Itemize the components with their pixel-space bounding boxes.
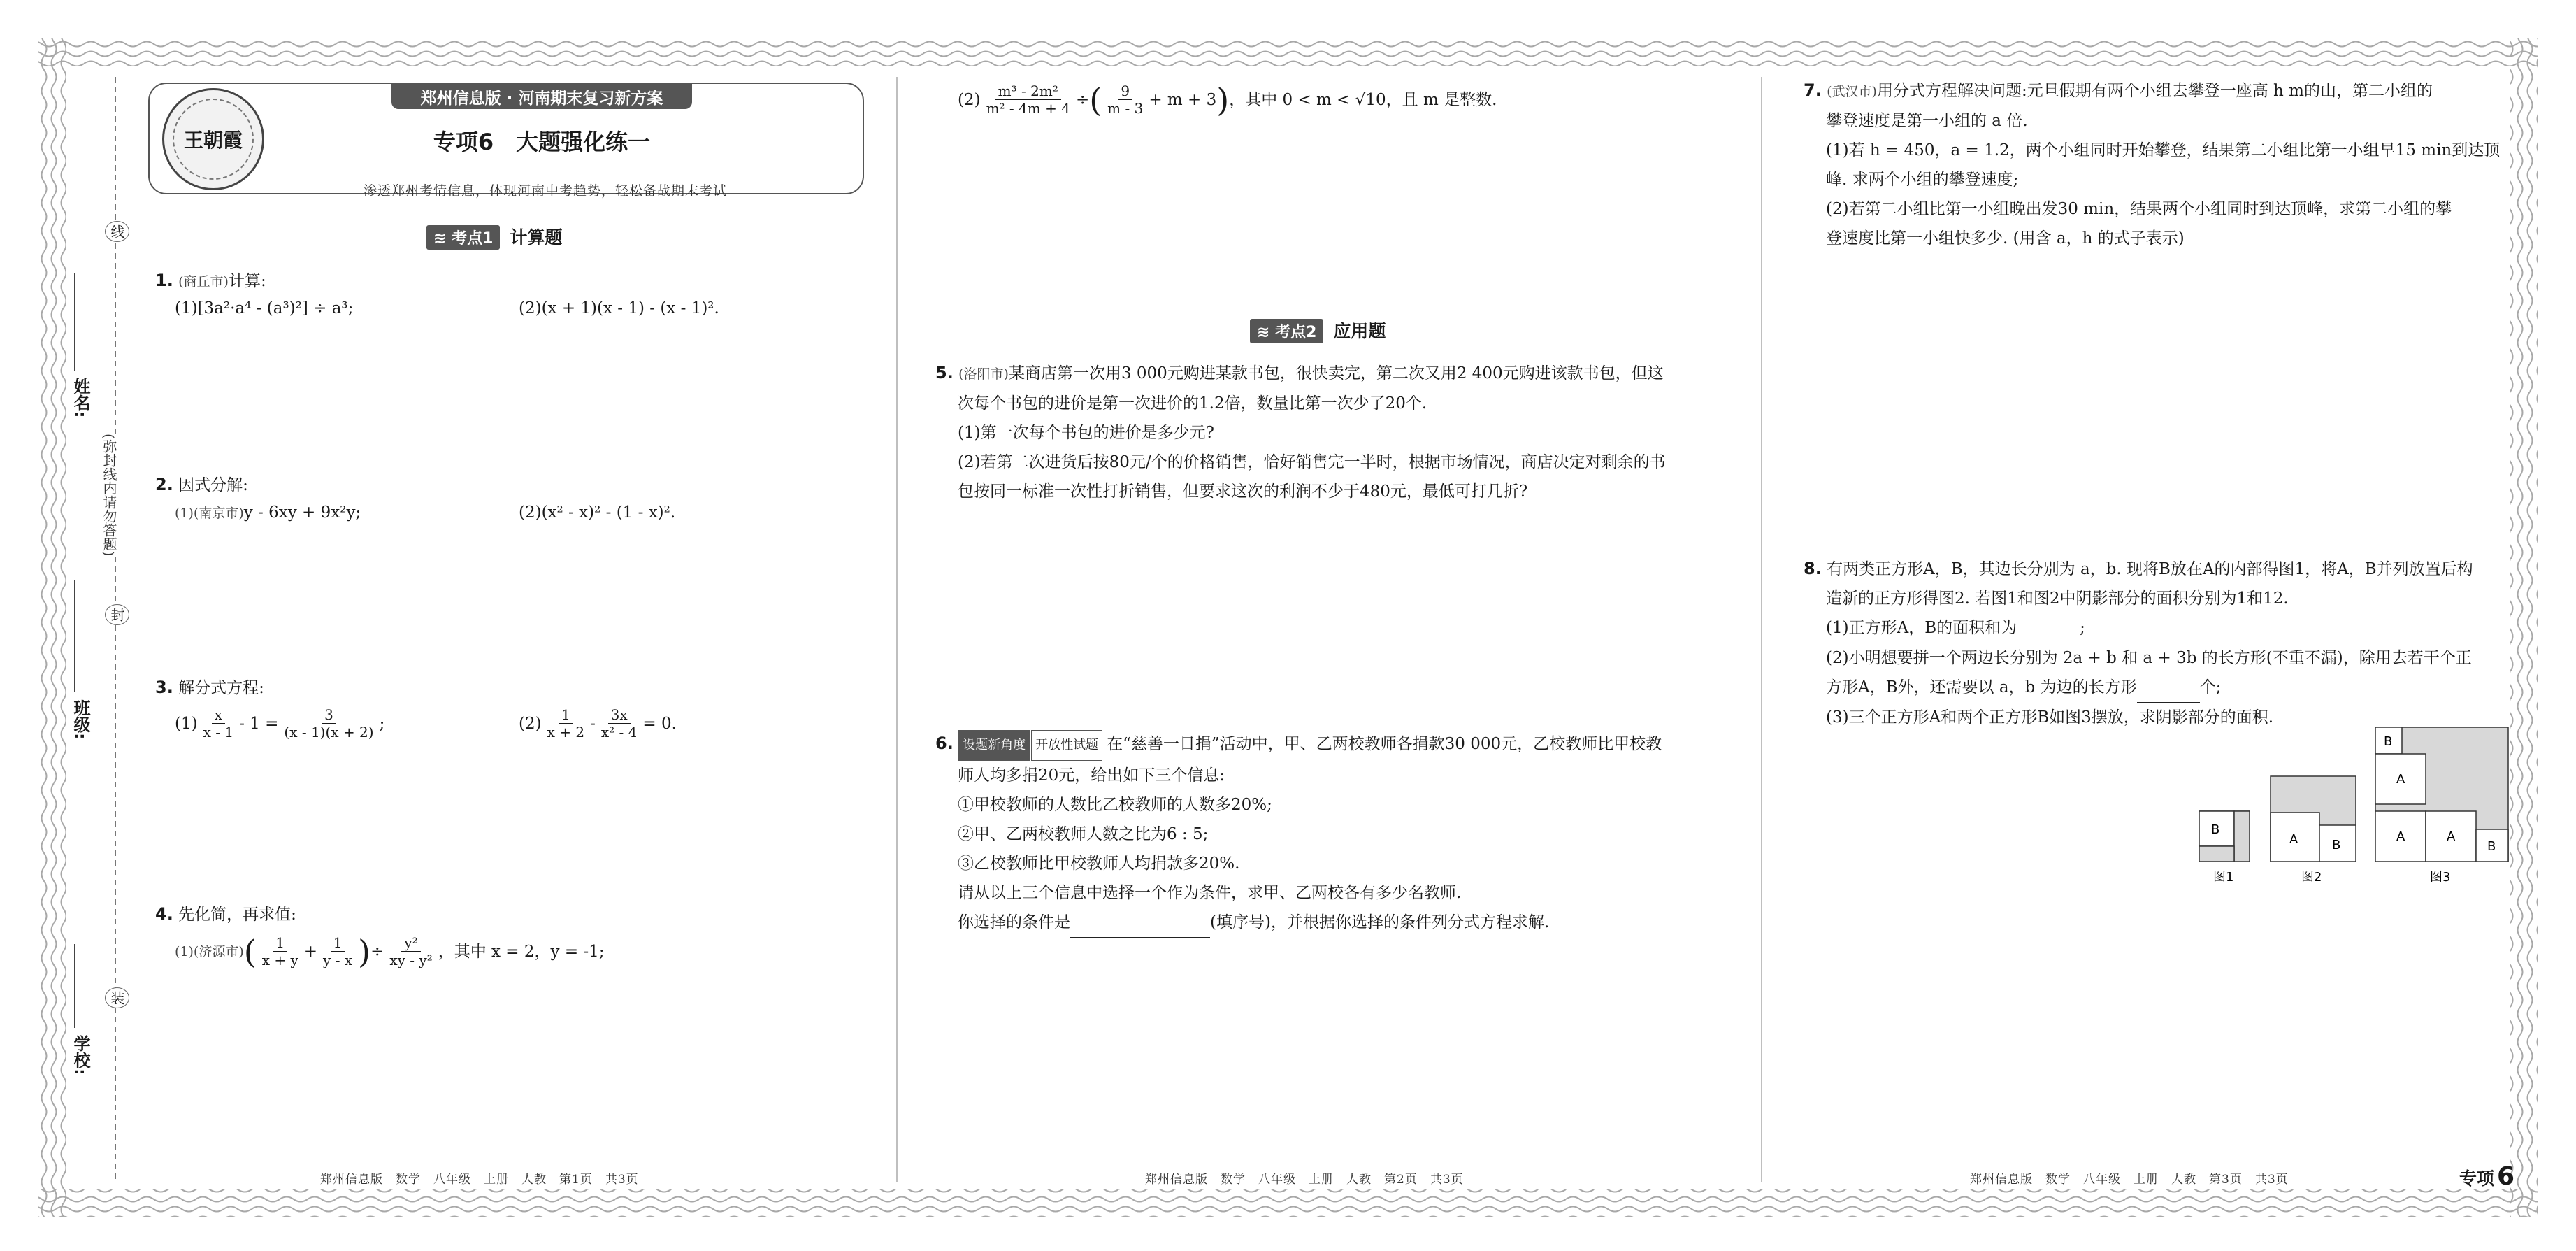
fig2-label-a: A: [2289, 832, 2298, 847]
section-heading-1: [426, 224, 562, 250]
school-label: 学校:: [71, 1035, 90, 1075]
fig3-label-b2: B: [2487, 839, 2496, 854]
area-sum-blank[interactable]: [2017, 613, 2080, 643]
question-3-part-2: (2) $\frac{1}{x + 2}$ - $\frac{3x}{\text{x² - 4}}$ = 0.: [519, 706, 677, 741]
fig3-caption: 图3: [2430, 870, 2451, 885]
question-2-part-2: (2)(x² - x)² - (1 - x)².: [519, 503, 676, 522]
section-heading-2: [1250, 317, 1386, 343]
section-title-1: 计算题: [510, 227, 563, 248]
figure-1: [2199, 811, 2250, 885]
class-field[interactable]: [74, 580, 75, 692]
fig3-label-a2: A: [2396, 829, 2405, 844]
fig1-caption: 图1: [2213, 870, 2234, 885]
brand-logo: 王朝霞: [162, 88, 264, 190]
question-6: 6. 设题新角度 开放性试题 在“慈善一日捐”活动中，甲、乙两校教师各捐款30 000元，乙校教师比甲校教 师人均多捐20元，给出如下三个信息: ①甲校教师的人数比乙校教师的人数多20%; ②甲、乙两校教师人数之比为6 : 5; ③乙校教师比甲校教师人均捐款多20%. 请从以上三个信息中选择一个作为条件，求甲、乙两校各有多少名教师. 你选择的条件是 (填序号)，并根据你选择的条件列分式方程求解.: [935, 729, 1739, 938]
section-tag-2: ≋ 考点2: [1250, 319, 1323, 343]
question-1: 1. (商丘市)计算:: [155, 271, 266, 290]
question-3-part-1: (1) $\frac{x}{x - 1}$ - 1 = $\frac{3}{(x - 1)(x + 2)}$ ;: [175, 706, 385, 741]
section-title-2: 应用题: [1333, 321, 1386, 341]
fig2-caption: 图2: [2301, 870, 2322, 885]
question-4-part-1: (1)(济源市) ( $\frac{1}{x + y}$ + $\frac{1}{y - x}$ ) ÷ $\frac{\text{y²}}{\text{xy - y²}}$ ，其中 x = 2，y = -1;: [175, 932, 605, 971]
page-subtitle: 渗透郑州考情信息，体现河南中考趋势，轻松备战期末考试: [363, 183, 727, 199]
question-3: 3. 解分式方程:: [155, 678, 264, 697]
school-field[interactable]: [74, 944, 75, 1028]
condition-answer-blank[interactable]: [1070, 908, 1210, 938]
question-8: 8. 有两类正方形A，B，其边长分别为 a，b. 现将B放在A的内部得图1，将A，B并列放置后构 造新的正方形得图2. 若图1和图2中阴影部分的面积分别为1和12. (1)正方形A，B的面积和为 ; (2)小明想要拼一个两边长分别为 2a + b 和 a + 3b 的长方形(不重不漏)，除用去若干个正 方形A，B外，还需要以 a，b 为边的长方形 个; (3)三个正方形A和两个正方形B如图3摆放，求阴影部分的面积.: [1804, 559, 2473, 727]
q8-figures: [2188, 720, 2517, 895]
question-1-part-1: (1)[3a²·a⁴ - (a³)²] ÷ a³;: [175, 299, 354, 317]
page-title: 专项6 大题强化练一: [433, 129, 651, 155]
fig3-label-a3: A: [2447, 829, 2456, 844]
open-question-tag: 开放性试题: [1031, 730, 1102, 761]
question-4-part-2: (2) $\frac{\text{m³ - 2m²}}{\text{m² - 4m + 4}}$ ÷ ( $\frac{9}{m - 3}$ + m + 3 ) ，其中 0 < m < √10，且 m 是整数.: [958, 80, 1497, 119]
page-footer-2: 郑州信息版 数学 八年级 上册 人教 第2页 共3页: [1145, 1173, 1464, 1187]
binding-seal-mark: 封: [105, 604, 129, 625]
name-field[interactable]: [74, 273, 75, 371]
question-4: 4. 先化简，再求值:: [155, 904, 296, 924]
question-1-part-2: (2)(x + 1)(x - 1) - (x - 1)².: [519, 299, 719, 317]
page-footer-1: 郑州信息版 数学 八年级 上册 人教 第1页 共3页: [320, 1173, 639, 1187]
fig2-label-b: B: [2332, 838, 2341, 852]
fig3-label-a1: A: [2396, 772, 2405, 787]
binding-bind-mark: 装: [105, 987, 129, 1008]
question-2: 2. 因式分解:: [155, 475, 248, 494]
binding-notice: (弥封线内请勿答题): [99, 434, 120, 557]
name-label: 姓名:: [71, 378, 90, 418]
fig1-label-b: B: [2211, 822, 2220, 837]
question-5: 5. (洛阳市)某商店第一次用3 000元购进某款书包，很快卖完，第二次又用2 400元购进该款书包，但这 次每个书包的进价是第一次进价的1.2倍，数量比第一次少了20个. (1)第一次每个书包的进价是多少元? (2)若第二次进货后按80元/个的价格销售，恰好销售完一半时，根据市场情况，商店决定对剩余的书 包按同一标准一次性打折销售，但要求这次的利润不少于480元，最低可打几折?: [935, 363, 1666, 501]
figure-3: [2375, 727, 2508, 885]
header-banner: 郑州信息版 · 河南期末复习新方案: [391, 84, 692, 109]
rectangle-count-blank[interactable]: [2137, 673, 2200, 703]
corner-label: 专项 6: [2459, 1162, 2515, 1191]
new-angle-tag: 设题新角度: [958, 730, 1030, 761]
binding-line-mark: 线: [105, 221, 129, 242]
question-7: 7. (武汉市)用分式方程解决问题:元旦假期有两个小组去攀登一座高 h m的山，第二小组的 攀登速度是第一小组的 a 倍. (1)若 h = 450，a = 1.2，两个小组同时开始攀登，结果第二小组比第一小组早15 min到达顶 峰. 求两个小组的攀登速度; (2)若第二小组比第一小组晚出发30 min，结果两个小组同时到达顶峰，求第二小组的攀 登速度比第一小组快多少. (用含 a，h 的式子表示): [1804, 80, 2501, 248]
section-tag-1: ≋ 考点1: [426, 225, 500, 250]
class-label: 班级:: [71, 699, 90, 740]
page-footer-3: 郑州信息版 数学 八年级 上册 人教 第3页 共3页: [1970, 1173, 2289, 1187]
question-2-part-1: (1)(南京市)y - 6xy + 9x²y;: [175, 503, 361, 522]
figure-2: [2271, 776, 2356, 885]
fig3-label-b1: B: [2384, 734, 2393, 749]
